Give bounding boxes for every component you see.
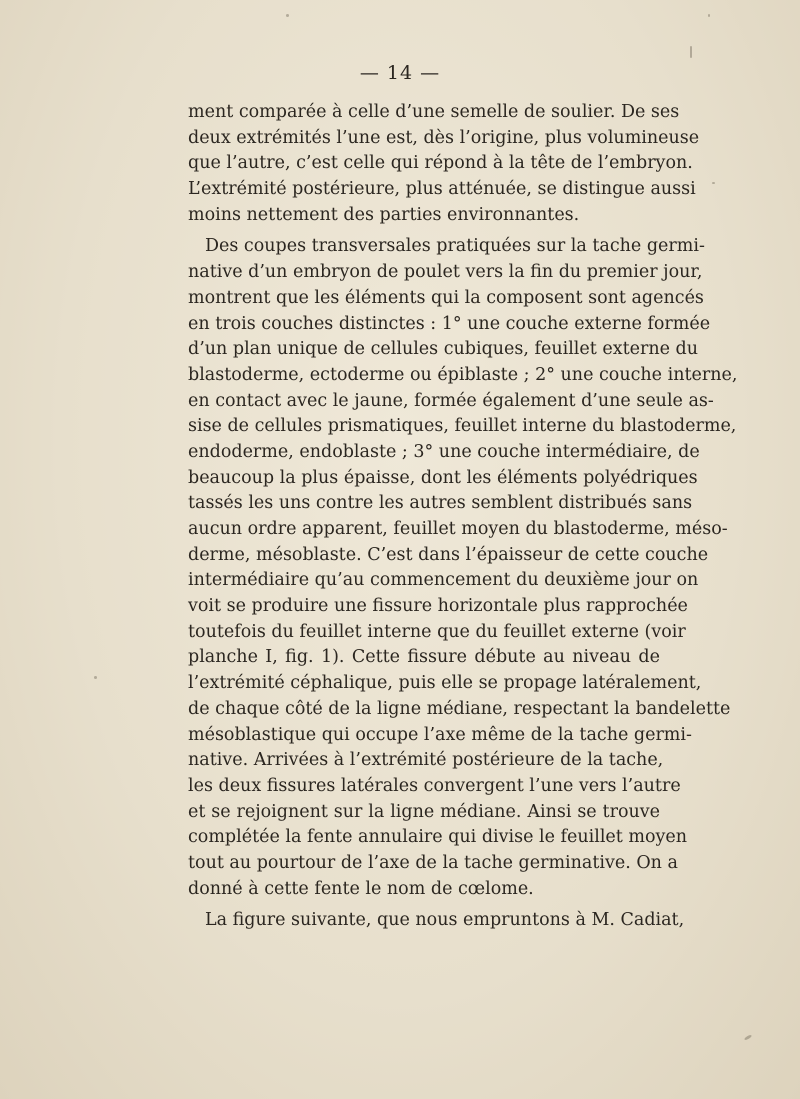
text-line: blastoderme, ectoderme ou épiblaste ; 2° une couche interne, [188, 364, 738, 385]
paper-speck [94, 676, 97, 679]
text-line: native. Arrivées à l’extrémité postérieure de la tache, [188, 750, 664, 771]
body-text [188, 100, 738, 934]
text-line: que l’autre, c’est celle qui répond à la tête de l’embryon. [188, 153, 693, 174]
text-line: deux extrémités l’une est, dès l’origine, plus volumineuse [188, 127, 700, 148]
text-line: de chaque côté de la ligne médiane, respectant la bandelette [188, 698, 731, 719]
text-line: et se rejoignent sur la ligne médiane. Ainsi se trouve [188, 801, 660, 822]
text-line: moins nettement des parties environnantes. [188, 204, 580, 225]
text-line: voit se produire une fissure horizontale plus rapprochée [188, 596, 688, 617]
text-line: en trois couches distinctes : 1° une couche externe formée [188, 313, 711, 334]
paper-speck [744, 1034, 752, 1041]
text-line: intermédiaire qu’au commencement du deuxième jour on [188, 570, 699, 591]
text-line: beaucoup la plus épaisse, dont les éléments polyédriques [188, 467, 698, 488]
paragraph-1 [188, 100, 700, 228]
page-number: — 14 — [359, 62, 441, 84]
text-line: d’un plan unique de cellules cubiques, feuillet externe du [188, 339, 699, 360]
text-line: sise de cellules prismatiques, feuillet interne du blastoderme, [188, 416, 737, 437]
paper-speck [690, 46, 692, 58]
paper-speck [286, 14, 289, 17]
text-line: mésoblastique qui occupe l’axe même de la tache germi- [188, 724, 692, 745]
text-line: tassés les uns contre les autres semblent distribués sans [188, 493, 693, 514]
text-line: aucun ordre apparent, feuillet moyen du blastoderme, méso- [188, 519, 728, 539]
text-line: montrent que les éléments qui la composent sont agencés [188, 287, 704, 308]
text-line: endoderme, endoblaste ; 3° une couche intermédiaire, de [188, 441, 700, 462]
text-line: derme, mésoblaste. C’est dans l’épaisseur de cette couche [188, 544, 709, 565]
text-line: native d’un embryon de poulet vers la fin du premier jour, [188, 262, 703, 283]
text-line: donné à cette fente le nom de cœlome. [188, 878, 534, 899]
text-line: ment comparée à celle d’une semelle de soulier. De ses [188, 102, 680, 122]
text-line: La figure suivante, que nous empruntons à M. Cadiat, [205, 910, 685, 931]
text-line: l’extrémité céphalique, puis elle se propage latéralement, [188, 673, 702, 694]
text-line: planche I, fig. 1). Cette fissure débute au niveau de [188, 647, 660, 668]
text-line: les deux fissures latérales convergent l’une vers l’autre [188, 775, 681, 796]
paragraph-2 [188, 234, 738, 902]
paragraph-3 [188, 908, 685, 934]
text-line: Des coupes transversales pratiquées sur la tache germi- [205, 236, 705, 257]
text-line: L’extrémité postérieure, plus atténuée, se distingue aussi [188, 179, 696, 200]
paper-speck [712, 182, 715, 184]
text-line: toutefois du feuillet interne que du feuillet externe (voir [188, 621, 686, 642]
paper-speck [708, 14, 710, 17]
text-line: tout au pourtour de l’axe de la tache germinative. On a [188, 852, 678, 873]
text-line: en contact avec le jaune, formée également d’une seule as- [188, 390, 714, 411]
text-line: complétée la fente annulaire qui divise le feuillet moyen [188, 827, 688, 848]
